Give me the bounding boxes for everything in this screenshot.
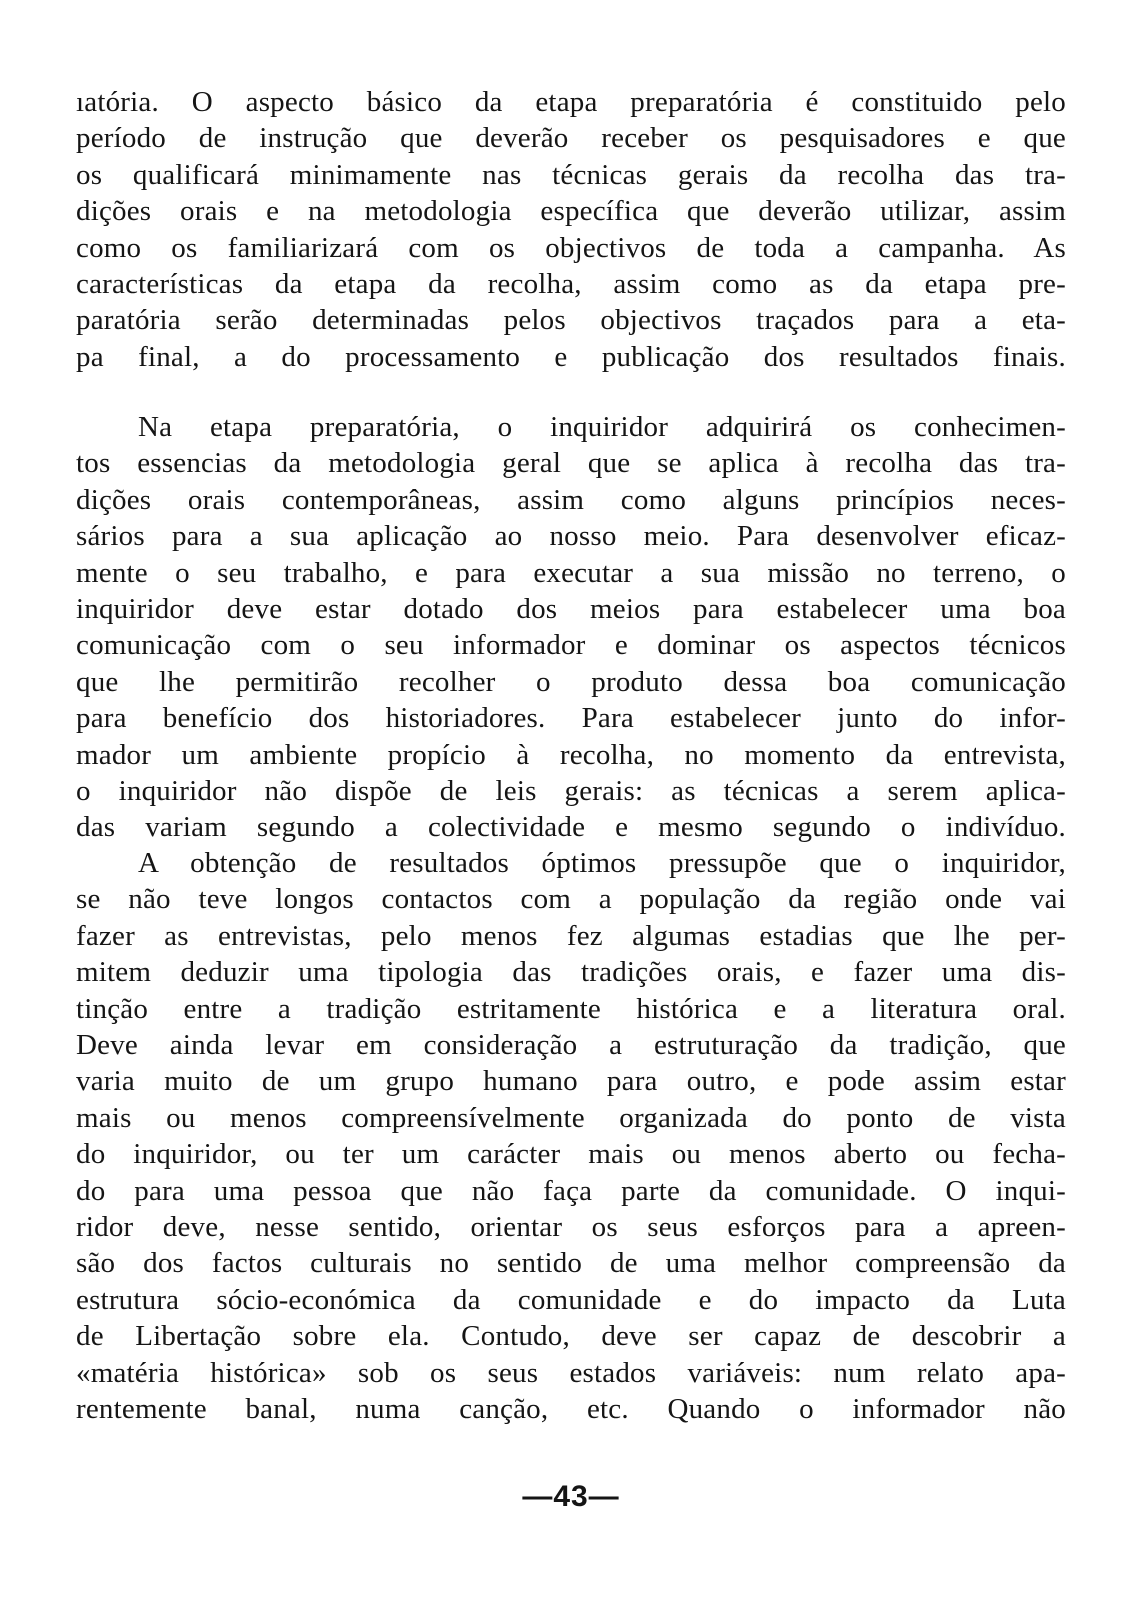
text-line: mador um ambiente propício à recolha, no momento da entrevista,	[76, 738, 1066, 771]
text-line: estrutura sócio-económica da comunidade e do impacto da Luta	[76, 1283, 1066, 1316]
text-line: paratória serão determinadas pelos objectivos traçados para a eta-	[76, 304, 1066, 337]
paragraph-3	[76, 845, 1066, 1428]
page-number: —43—	[522, 1480, 620, 1513]
text-line: se não teve longos contactos com a população da região onde vai	[76, 883, 1066, 916]
text-line: para benefício dos historiadores. Para estabelecer junto do infor-	[76, 702, 1066, 735]
text-line: comunicação com o seu informador e dominar os aspectos técnicos	[76, 629, 1066, 662]
text-line: rentemente banal, numa canção, etc. Quando o informador não	[76, 1393, 1066, 1426]
text-line: período de instrução que deverão receber os pesquisadores e que	[76, 122, 1066, 155]
text-line: fazer as entrevistas, pelo menos fez algumas estadias que lhe per-	[76, 919, 1066, 952]
paragraph-1	[76, 84, 1066, 375]
text-line: A obtenção de resultados óptimos pressupõe que o inquiridor,	[138, 847, 1066, 879]
text-line: do para uma pessoa que não faça parte da comunidade. O inqui-	[76, 1174, 1066, 1207]
text-line: como os familiarizará com os objectivos de toda a campanha. As	[76, 231, 1066, 264]
text-line: mente o seu trabalho, e para executar a sua missão no terreno, o	[76, 556, 1066, 589]
text-line: características da etapa da recolha, assim como as da etapa pre-	[76, 268, 1066, 301]
text-line: sários para a sua aplicação ao nosso meio. Para desenvolver eficaz-	[76, 520, 1066, 553]
text-line: Na etapa preparatória, o inquiridor adquirirá os conhecimen-	[138, 411, 1066, 443]
text-line: tos essencias da metodologia geral que se aplica à recolha das tra-	[76, 447, 1066, 480]
text-line: tinção entre a tradição estritamente histórica e a literatura oral.	[76, 992, 1066, 1025]
paragraph-2	[76, 409, 1066, 846]
text-line: inquiridor deve estar dotado dos meios para estabelecer uma boa	[76, 593, 1066, 626]
text-line: do inquiridor, ou ter um carácter mais ou menos aberto ou fecha-	[76, 1138, 1066, 1171]
text-line: Deve ainda levar em consideração a estruturação da tradição, que	[76, 1029, 1066, 1062]
text-line: o inquiridor não dispõe de leis gerais: as técnicas a serem aplica-	[76, 775, 1066, 808]
text-line: «matéria histórica» sob os seus estados variáveis: num relato apa-	[76, 1356, 1066, 1389]
text-line: dições orais contemporâneas, assim como alguns princípios neces-	[76, 483, 1066, 516]
text-line: varia muito de um grupo humano para outro, e pode assim estar	[76, 1065, 1066, 1098]
text-line: ıatória. O aspecto básico da etapa preparatória é constituido pelo	[76, 86, 1066, 118]
text-line: de Libertação sobre ela. Contudo, deve ser capaz de descobrir a	[76, 1320, 1066, 1353]
text-line: mitem deduzir uma tipologia das tradições orais, e fazer uma dis-	[76, 956, 1066, 989]
text-line: ridor deve, nesse sentido, orientar os seus esforços para a apreen-	[76, 1211, 1066, 1244]
text-line: os qualificará minimamente nas técnicas gerais da recolha das tra-	[76, 158, 1066, 191]
text-line: pa final, a do processamento e publicação dos resultados finais.	[76, 340, 1066, 373]
text-line: são dos factos culturais no sentido de uma melhor compreensão da	[76, 1247, 1066, 1280]
text-line: das variam segundo a colectividade e mesmo segundo o indivíduo.	[76, 811, 1066, 844]
text-line: mais ou menos compreensívelmente organizada do ponto de vista	[76, 1101, 1066, 1134]
text-line: que lhe permitirão recolher o produto dessa boa comunicação	[76, 665, 1066, 698]
text-line: dições orais e na metodologia específica que deverão utilizar, assim	[76, 195, 1066, 228]
